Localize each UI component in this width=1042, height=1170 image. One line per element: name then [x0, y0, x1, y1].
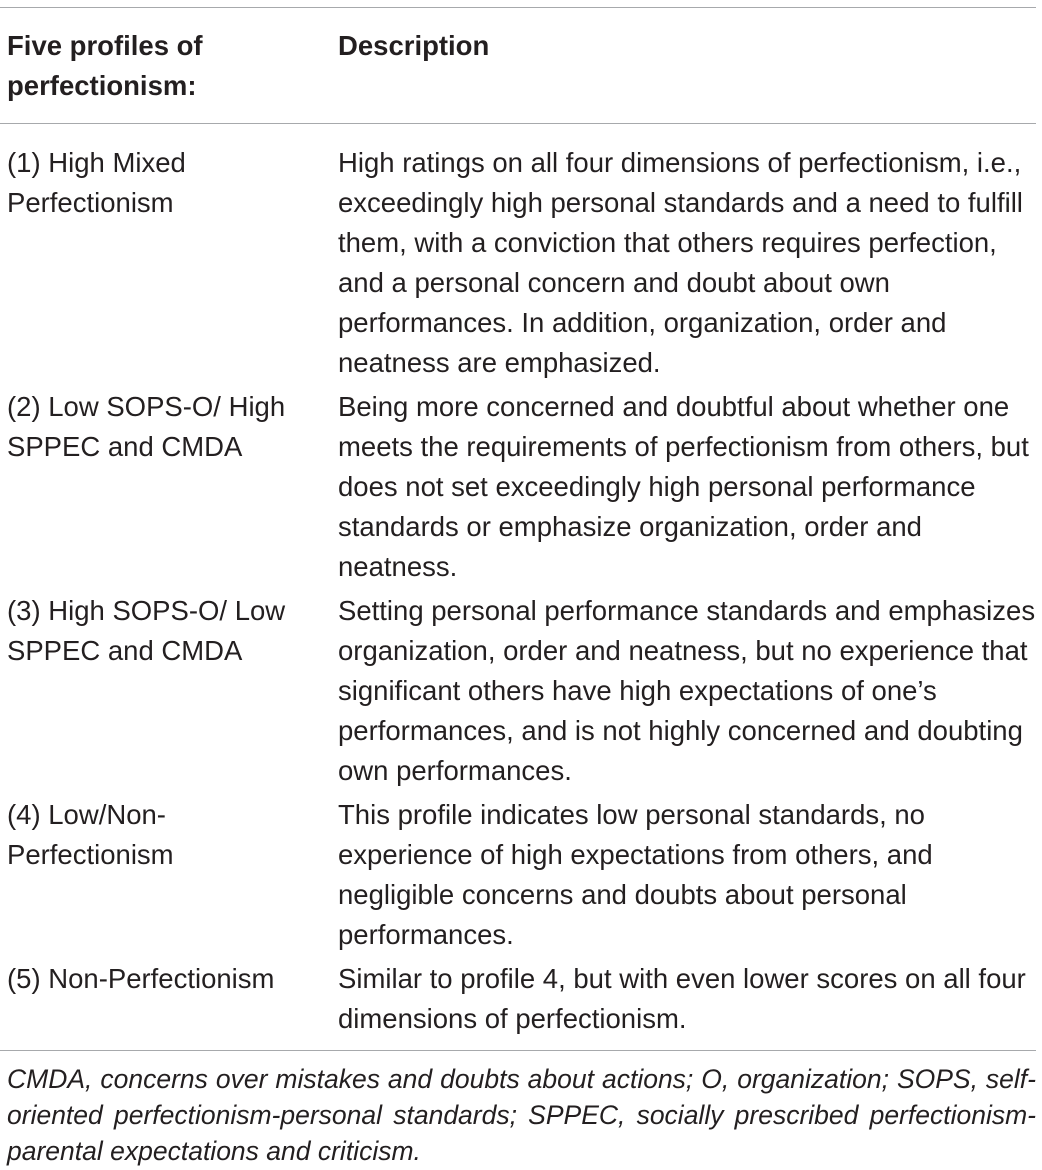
table-header-row — [0, 8, 1036, 123]
row-description: High ratings on all four dimensions of perfectionism, i.e., exceedingly high personal standards and a need to fulfill them, with a conviction that others requires perfection, and a personal concern and doubt about own performances. In addition, organization, order and neatness are emphasized. — [338, 147, 1023, 378]
table-footnote: CMDA, concerns over mistakes and doubts about actions; O, organization; SOPS, self-oriented perfectionism-personal standards; SPPEC, socially prescribed perfectionism-parental expectations and criticism. — [7, 1064, 1036, 1166]
row-description: Similar to profile 4, but with even lower scores on all four dimensions of perfectionism. — [338, 963, 1026, 1034]
table-row — [0, 143, 1036, 383]
table-body — [0, 124, 1036, 1050]
table-row — [0, 959, 1036, 1039]
table-row — [0, 591, 1036, 791]
header-description: Description — [338, 30, 490, 61]
row-profile: (4) Low/Non-Perfectionism — [7, 799, 174, 870]
row-description: Being more concerned and doubtful about whether one meets the requirements of perfectionism from others, but does not set exceedingly high personal performance standards or emphasize organization, order and neatness. — [338, 391, 1029, 582]
row-description: This profile indicates low personal standards, no experience of high expectations from others, and negligible concerns and doubts about personal performances. — [338, 799, 933, 950]
row-profile: (3) High SOPS-O/ Low SPPEC and CMDA — [7, 595, 286, 666]
table-row — [0, 387, 1036, 587]
row-profile: (2) Low SOPS-O/ High SPPEC and CMDA — [7, 391, 286, 462]
row-description: Setting personal performance standards and emphasizes organization, order and neatness, but no experience that significant others have high expectations of one’s performances, and is not highly concerned and doubting own performances. — [338, 595, 1036, 786]
row-profile: (5) Non-Perfectionism — [7, 963, 275, 994]
row-profile: (1) High Mixed Perfectionism — [7, 147, 186, 218]
header-profile: Five profiles of perfectionism: — [7, 30, 203, 101]
table-row — [0, 795, 1036, 955]
